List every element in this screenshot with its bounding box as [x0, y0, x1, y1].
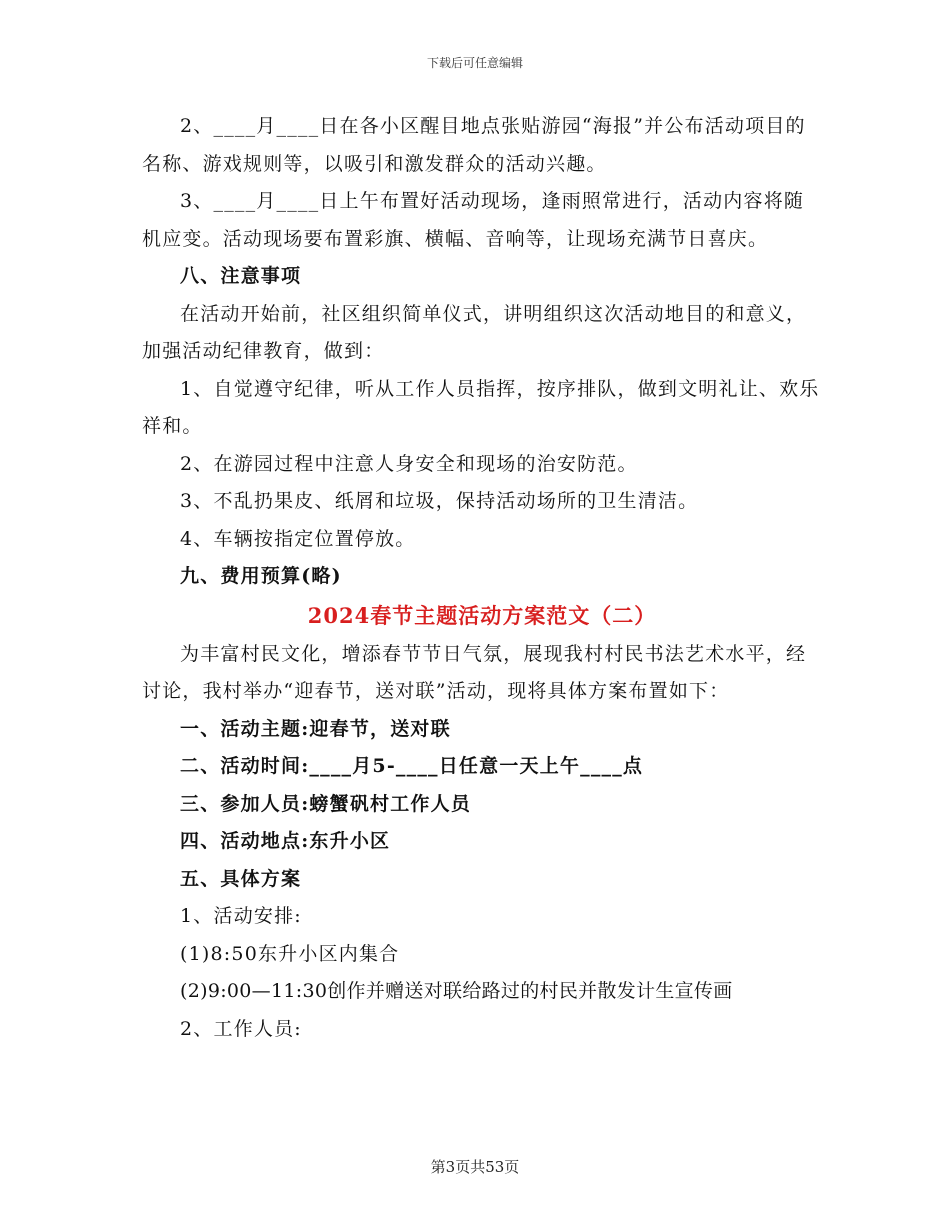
paragraph: 1、自觉遵守纪律，听从工作人员指挥，按序排队，做到文明礼让、欢乐祥和。 — [142, 377, 820, 437]
section-heading: 八、注意事项 — [180, 265, 302, 287]
page-header: 下载后可任意编辑 — [426, 56, 523, 70]
section-heading: 四、活动地点:东升小区 — [180, 830, 391, 852]
paragraph: 2、____月____日在各小区醒目地点张贴游园“海报”并公布活动项目的名称、游戏规则等，以吸引和激发群众的活动兴趣。 — [142, 115, 806, 175]
paragraph: 4、车辆按指定位置停放。 — [180, 527, 416, 550]
section-heading: 五、具体方案 — [180, 867, 302, 890]
paragraph: 3、不乱扔果皮、纸屑和垃圾，保持活动场所的卫生清洁。 — [180, 490, 699, 512]
paragraph: (2)9:00—11:30创作并赠送对联给路过的村民并散发计生宣传画 — [180, 980, 733, 1002]
paragraph: 在活动开始前，社区组织简单仪式，讲明组织这次活动地目的和意义，加强活动纪律教育，做到： — [142, 302, 807, 362]
paragraph: 2、在游园过程中注意人身安全和现场的治安防范。 — [180, 452, 638, 475]
page-footer: 第3页共53页 — [430, 1158, 520, 1176]
paragraph: (1)8:50东升小区内集合 — [180, 942, 400, 965]
section-heading: 三、参加人员:螃蟹矾村工作人员 — [180, 792, 472, 815]
document-body — [142, 108, 822, 1048]
paragraph: 2、工作人员: — [180, 1017, 302, 1040]
paragraph: 为丰富村民文化，增添春节节日气氛，展现我村村民书法艺术水平，经讨论，我村举办“迎春节，送对联”活动，现将具体方案布置如下： — [142, 642, 807, 702]
document-title: 2024春节主题活动方案范文（二） — [307, 602, 657, 628]
section-heading: 九、费用预算(略) — [180, 565, 342, 587]
paragraph: 3、____月____日上午布置好活动现场，逢雨照常进行，活动内容将随机应变。活动现场要布置彩旗、横幅、音响等，让现场充满节日喜庆。 — [142, 190, 805, 250]
section-heading: 一、活动主题:迎春节，送对联 — [180, 717, 451, 740]
paragraph: 1、活动安排: — [180, 905, 302, 927]
section-heading: 二、活动时间:____月5-____日任意一天上午____点 — [180, 755, 644, 777]
